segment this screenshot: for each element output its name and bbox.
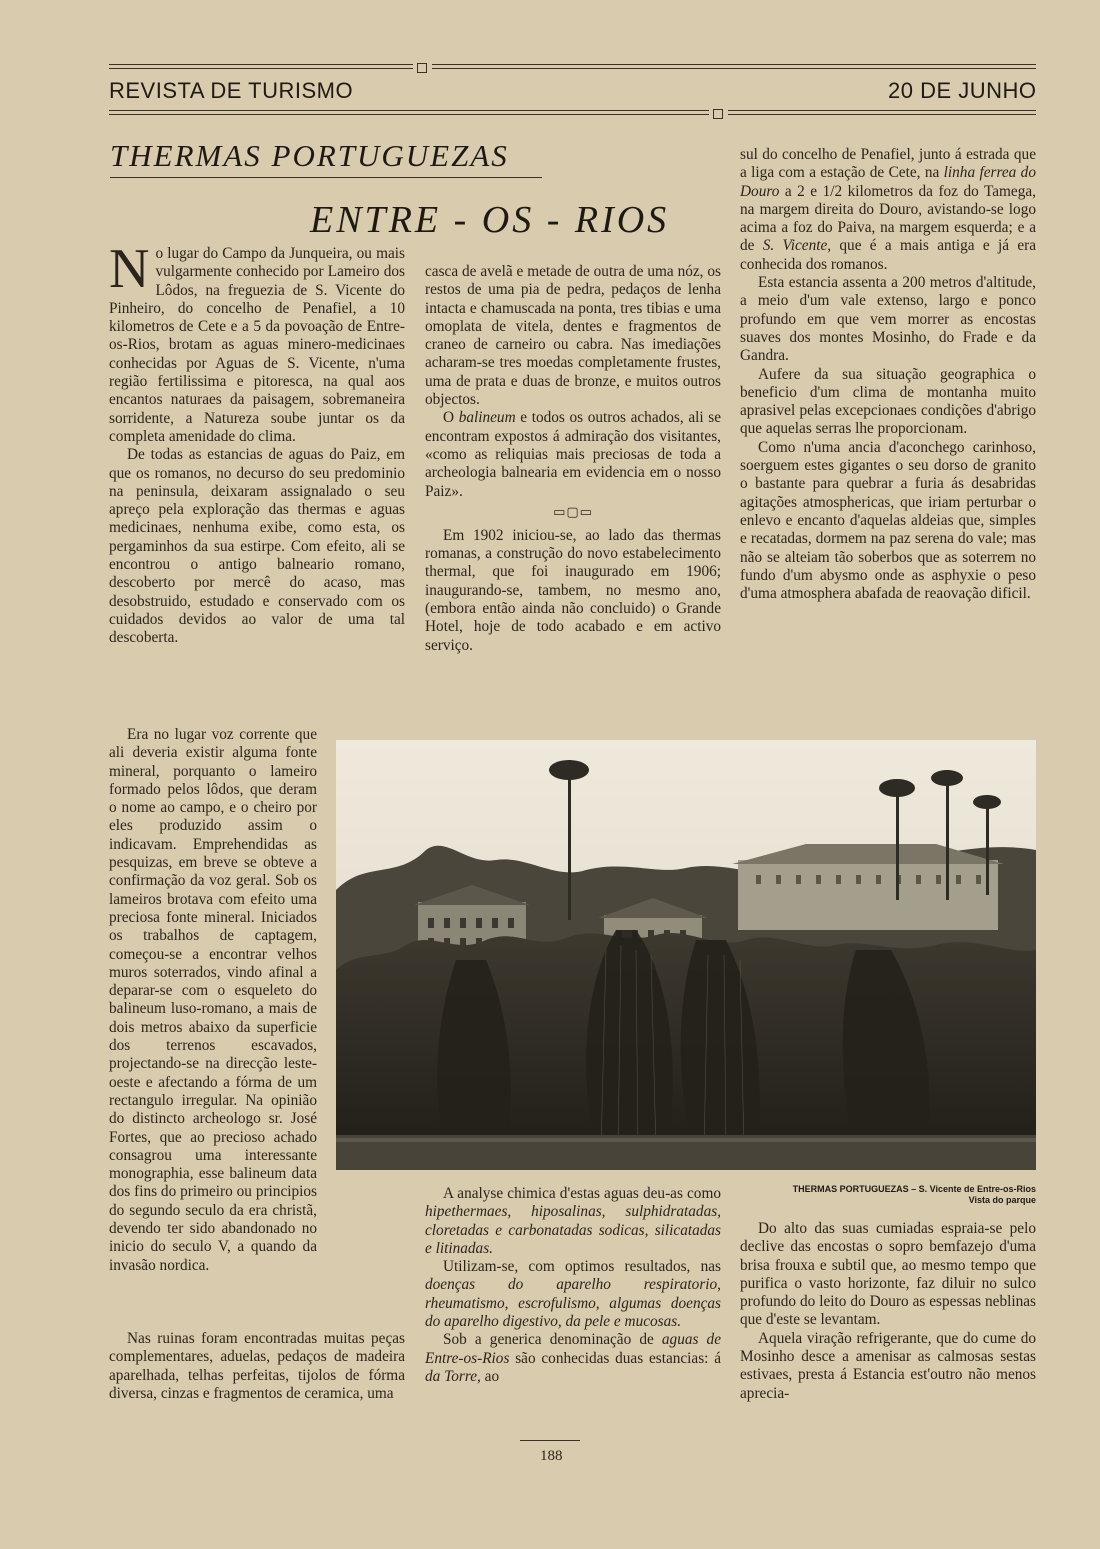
paragraph-14: Como n'uma ancia d'aconchego carinhoso, soerguem estes gigantes o seu dorso de granito o bastante para quebrar a furia ás desabridas agitações atmosphericas, que iriam perturbar o enlevo e encanto d'aquelas aldeias que, simples e recatadas, dormem na paz serena do vale; mas não se alteiam tão soberbos que as soterrem no fundo d'um abysmo onde as asphyxie o peso d'uma atmosphera abafada de reaovação dificil. xyxy=(740,438,1036,603)
paragraph-11: sul do concelho de Penafiel, junto á estrada que a liga com a estação de Cete, na linha ferrea do Douro a 2 e 1/2 kilometros da foz do Tamega, na margem direita do Douro, avistando-se logo acima a foz do Paiva, na margem esquerda; e a de S. Vicente, que é a mais antiga e já era conhecida dos romanos. xyxy=(740,146,1036,273)
paragraph-5: casca de avelã e metade de outra de uma nóz, os restos de uma pia de pedra, pedaços de lenha intacta e chamuscada na ponta, tres tibias e uma omoplata de vitela, dentes e fragmentos de craneo de carneiro ou cabra. Nas imediações acharam-se tres moedas completamente frustes, uma de prata e duas de bronze, e muitos outros objectos. xyxy=(425,263,721,409)
paragraph-7: Em 1902 iniciou-se, ao lado das thermas romanas, a construção do novo estabelecimento thermal, que foi inaugurado em 1906; inaugurando-se, tambem, no mesmo ano, (embora então ainda não concluido) o Grande Hotel, hoje de todo acabado e em activo serviço. xyxy=(425,526,721,654)
photo-park-view xyxy=(336,740,1036,1170)
photo-caption-title: THERMAS PORTUGUEZAS – S. Vicente de Entre-os-Rios xyxy=(792,1184,1036,1194)
paragraph-10: Sob a generica denominação de aguas de Entre-os-Rios são conhecidas duas estancias: á da Torre, ao xyxy=(425,1331,721,1385)
section-title: THERMAS PORTUGUEZAS xyxy=(110,138,509,173)
paragraph-12: Esta estancia assenta a 200 metros d'altitude, a meio d'um vale extenso, largo e ponco profundo em que vem morrer as encostas suaves dos montes Mosinho, do Frade e da Gandra. xyxy=(740,274,1036,365)
header-date: 20 DE JUNHO xyxy=(888,78,1037,103)
photo-caption-subtitle: Vista do parque xyxy=(968,1195,1036,1205)
section-title-underline xyxy=(110,177,542,178)
paragraph-2: De todas as estancias de aguas do Paiz, em que os romanos, no decurso do seu predominio na peninsula, deixaram assignalado o seu apreço pela exploração das thermas e aguas medicinaes, nenhuma exibe, como esta, os pergaminhos da sua estirpe. Com efeito, ali se encontrou o antigo balneario romano, descoberto por mercê do acaso, mas desobstruido, estudado e conservado com os cuidados devidos ao valor de uma tal descoberta. xyxy=(109,446,405,647)
paragraph-3: Era no lugar voz corrente que ali deveria existir alguma fonte mineral, porquanto o lameiro formado pelos lôdos, que deram o nome ao campo, e o cheiro por eles produzido assim o indicavam. Emprehendidas as pesquizas, em breve se obteve a confirmação da voz geral. Sob os lameiros brotava com efeito uma preciosa fonte mineral. Iniciados os trabalhos de captagem, começou-se a encontrar velhos muros soterrados, vindo afinal a deparar-se com o esqueleto do balineum luso-romano, a mais de dois metros abaixo da superficie dos terrenos escavados, projectando-se na direcção leste-oeste e afectando a fórma de um rectangulo irregular. Na opinião do distincto archeologo sr. José Fortes, que ao precioso achado consagrou uma interessante monographia, esse balineum data dos fins do primeiro ou principios do segundo seculo da era christã, devendo ter sido abandonado no inicio do seculo V, a quando da invasão nordica. xyxy=(109,726,317,1274)
paragraph-15: Do alto das suas cumiadas espraia-se pelo declive das encostas o sopro bemfazejo d'uma brisa frouxa e subtil que, ao mesmo tempo que purifica o vasto horizonte, faz diluir no sulco profundo do leito do Douro as espessas neblinas que d'este se levantam. xyxy=(740,1220,1036,1329)
header-top-rule-left xyxy=(109,64,413,69)
photo-caption xyxy=(740,1184,1036,1206)
section-separator: ▭▢▭ xyxy=(553,503,593,519)
header-magazine-title: REVISTA DE TURISMO xyxy=(109,78,354,103)
paragraph-4: Nas ruinas foram encontradas muitas peças complementares, aduelas, pedaços de madeira aparelhada, telhas perfeitas, tijolos de fórma diversa, cinzas e fragmentos de ceramica, uma xyxy=(109,1330,405,1402)
column-1 xyxy=(109,238,405,648)
photo-illustration xyxy=(336,740,1036,1170)
column-3 xyxy=(740,146,1036,603)
header-ornament-bottom xyxy=(713,109,723,119)
drop-cap: N xyxy=(109,238,150,300)
paragraph-9: Utilizam-se, com optimos resultados, nas doenças do aparelho respiratorio, rheumatismo, escrofulismo, algumas doenças do aparelho digestivo, da pele e mucosas. xyxy=(425,1258,721,1331)
paragraph-6: O balineum e todos os outros achados, ali se encontram expostos á admiração dos visitantes, «como as reliquias mais preciosas de toda a archeologia balnearia em evidencia em o nosso Paiz». xyxy=(425,409,721,500)
header-top-rule-right xyxy=(432,64,1036,69)
article-title: ENTRE - OS - RIOS xyxy=(310,199,670,241)
column-1-bottom xyxy=(109,1330,405,1403)
column-2 xyxy=(425,263,721,655)
header-bottom-rule-right xyxy=(728,110,1036,115)
header-bottom-rule-left xyxy=(109,110,709,115)
column-3-bottom xyxy=(740,1220,1036,1403)
page-number-rule xyxy=(520,1440,580,1441)
paragraph-16: Aquela viração refrigerante, que do cume do Mosinho desce a amenisar as calmosas sestas estivaes, presta á Estancia est'outro não menos aprecia- xyxy=(740,1329,1036,1402)
header-ornament-top xyxy=(417,63,427,73)
column-2-bottom xyxy=(425,1185,721,1386)
page-number: 188 xyxy=(540,1448,563,1464)
paragraph-13: Aufere da sua situação geographica o beneficio d'um clima de montanha muito aprasivel pelas excepcionaes condições d'abrigo que aquelas serras lhe proporcionam. xyxy=(740,365,1036,438)
paragraph-1: No lugar do Campo da Junqueira, ou mais vulgarmente conhecido por Lameiro dos Lôdos, na freguezia de S. Vicente do Pinheiro, do concelho de Penafiel, a 10 kilometros de Cete e a 5 da povoação de Entre-os-Rios, brotam as aguas minero-medicinaes conhecidas por Aguas de S. Vicente, n'uma região fertilissima e pitoresca, na qual aos encantos naturaes da paisagem, sobremaneira sorridente, a Natureza soube juntar os da completa amenidade do clima. xyxy=(109,238,405,445)
column-1-continued xyxy=(109,726,317,1275)
paragraph-8: A analyse chimica d'estas aguas deu-as como hipethermaes, hiposalinas, sulphidratadas, cloretadas e carbonatadas sodicas, silicatadas e litinadas. xyxy=(425,1185,721,1257)
